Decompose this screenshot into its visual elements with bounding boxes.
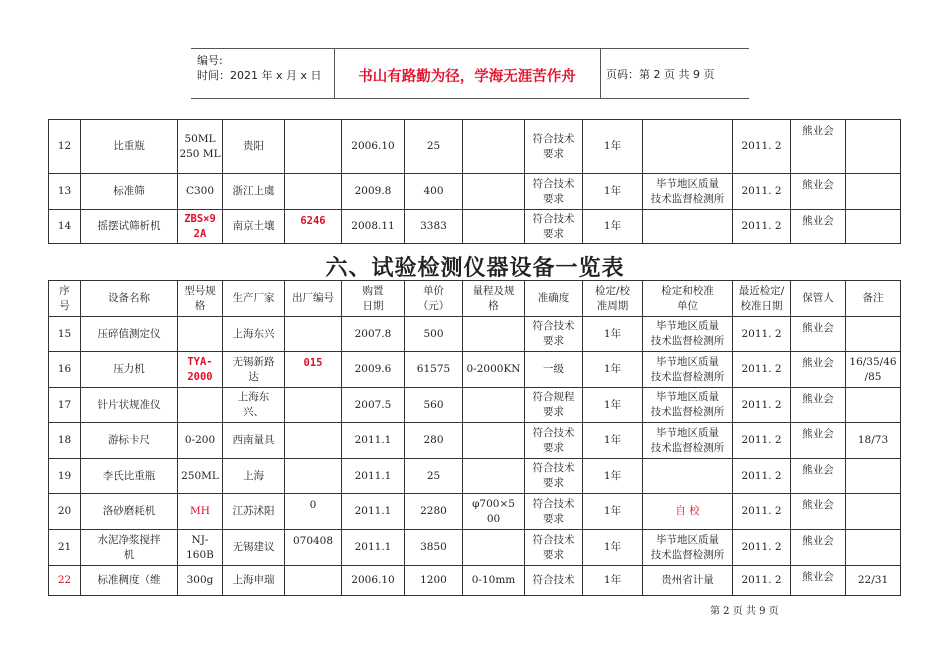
table-row xyxy=(49,459,901,494)
cell-period: 1年 xyxy=(583,352,643,388)
cell-unit xyxy=(643,210,733,244)
cell-period: 1年 xyxy=(583,174,643,210)
cell-range xyxy=(463,459,525,494)
cell-price: 500 xyxy=(405,317,463,352)
cell-keeper: 熊业会 xyxy=(791,317,846,352)
cell-serial: 015 xyxy=(285,352,342,388)
cell-serial xyxy=(285,423,342,459)
cell-keeper: 熊业会 xyxy=(791,423,846,459)
cell-period: 1年 xyxy=(583,317,643,352)
cell-range xyxy=(463,530,525,566)
cell-unit: 毕节地区质量 技术监督检测所 xyxy=(643,352,733,388)
motto-text: 书山有路勤为径，学海无涯苦作舟 xyxy=(358,69,576,85)
cell-date: 2007.5 xyxy=(342,388,405,423)
cell-maker: 上海 xyxy=(223,459,285,494)
cell-unit: 自 校 xyxy=(643,494,733,530)
cell-no: 14 xyxy=(49,210,81,244)
table-header-row xyxy=(49,281,901,317)
page-footer: 第 2 页 共 9 页 xyxy=(710,606,779,617)
cell-period: 1年 xyxy=(583,120,643,174)
cell-note: 16/35/46 /85 xyxy=(846,352,901,388)
cell-model xyxy=(178,388,223,423)
cell-maker: 上海申瑞 xyxy=(223,566,285,596)
cell-name: 水泥净浆搅拌 机 xyxy=(81,530,178,566)
cell-maker: 南京土壤 xyxy=(223,210,285,244)
cell-no: 17 xyxy=(49,388,81,423)
cell-range xyxy=(463,317,525,352)
cell-range xyxy=(463,120,525,174)
cell-date: 2009.6 xyxy=(342,352,405,388)
cell-unit: 毕节地区质量 技术监督检测所 xyxy=(643,530,733,566)
table-row xyxy=(49,174,901,210)
cell-unit xyxy=(643,120,733,174)
table-row xyxy=(49,566,901,596)
table-row xyxy=(49,494,901,530)
cell-date: 2011.1 xyxy=(342,494,405,530)
cell-maker: 无锡新路 达 xyxy=(223,352,285,388)
cell-unit: 毕节地区质量 技术监督检测所 xyxy=(643,317,733,352)
cell-model: C300 xyxy=(178,174,223,210)
cell-name: 洛砂磨耗机 xyxy=(81,494,178,530)
cell-name: 比重瓶 xyxy=(81,120,178,174)
cell-name: 压碎值测定仪 xyxy=(81,317,178,352)
cell-accuracy: 符合技术 要求 xyxy=(525,120,583,174)
table-row xyxy=(49,120,901,174)
document-header xyxy=(191,48,749,99)
cell-last: 2011. 2 xyxy=(733,210,791,244)
cell-maker: 贵阳 xyxy=(223,120,285,174)
cell-range xyxy=(463,388,525,423)
cell-serial: 070408 xyxy=(285,530,342,566)
cell-serial xyxy=(285,388,342,423)
cell-keeper: 熊业会 xyxy=(791,459,846,494)
column-header: 型号规 格 xyxy=(178,281,223,317)
cell-serial xyxy=(285,566,342,596)
cell-range: 0-10mm xyxy=(463,566,525,596)
cell-last: 2011. 2 xyxy=(733,494,791,530)
cell-unit: 毕节地区质量 技术监督检测所 xyxy=(643,388,733,423)
table-row xyxy=(49,530,901,566)
page-info: 页码：第 2 页 共 9 页 xyxy=(606,68,715,81)
cell-note xyxy=(846,120,901,174)
cell-name: 李氏比重瓶 xyxy=(81,459,178,494)
cell-name: 标准稠度（维 xyxy=(81,566,178,596)
cell-price: 25 xyxy=(405,120,463,174)
cell-maker: 浙江上虞 xyxy=(223,174,285,210)
cell-price: 280 xyxy=(405,423,463,459)
cell-model: 250ML xyxy=(178,459,223,494)
cell-model: 50ML 250 ML xyxy=(178,120,223,174)
cell-no: 18 xyxy=(49,423,81,459)
cell-note xyxy=(846,494,901,530)
cell-date: 2011.1 xyxy=(342,530,405,566)
cell-accuracy: 符合技术 要求 xyxy=(525,210,583,244)
cell-date: 2011.1 xyxy=(342,423,405,459)
cell-date: 2009.8 xyxy=(342,174,405,210)
cell-note: 22/31 xyxy=(846,566,901,596)
cell-last: 2011. 2 xyxy=(733,566,791,596)
cell-price: 2280 xyxy=(405,494,463,530)
cell-serial xyxy=(285,459,342,494)
cell-keeper: 熊业会 xyxy=(791,566,846,596)
cell-keeper: 熊业会 xyxy=(791,352,846,388)
cell-maker: 西南量具 xyxy=(223,423,285,459)
doc-code-label: 编号: xyxy=(197,54,223,67)
cell-last: 2011. 2 xyxy=(733,174,791,210)
cell-range: φ700×5 00 xyxy=(463,494,525,530)
cell-no: 15 xyxy=(49,317,81,352)
cell-no: 20 xyxy=(49,494,81,530)
column-header: 检定/校 准周期 xyxy=(583,281,643,317)
cell-last: 2011. 2 xyxy=(733,530,791,566)
cell-accuracy: 符合技术 要求 xyxy=(525,494,583,530)
column-header: 单价 （元） xyxy=(405,281,463,317)
cell-accuracy: 符合技术 要求 xyxy=(525,174,583,210)
cell-model: ZBS×9 2A xyxy=(178,210,223,244)
column-header: 最近检定/ 校准日期 xyxy=(733,281,791,317)
cell-keeper: 熊业会 xyxy=(791,120,846,174)
cell-no: 19 xyxy=(49,459,81,494)
cell-name: 游标卡尺 xyxy=(81,423,178,459)
cell-last: 2011. 2 xyxy=(733,352,791,388)
cell-period: 1年 xyxy=(583,566,643,596)
cell-serial xyxy=(285,120,342,174)
cell-range xyxy=(463,210,525,244)
cell-maker: 无锡建议 xyxy=(223,530,285,566)
column-header: 生产厂家 xyxy=(223,281,285,317)
cell-last: 2011. 2 xyxy=(733,388,791,423)
cell-model xyxy=(178,317,223,352)
cell-date: 2011.1 xyxy=(342,459,405,494)
cell-model: MH xyxy=(178,494,223,530)
cell-period: 1年 xyxy=(583,388,643,423)
cell-accuracy: 一级 xyxy=(525,352,583,388)
cell-name: 摇摆试筛析机 xyxy=(81,210,178,244)
cell-unit: 毕节地区质量 技术监督检测所 xyxy=(643,174,733,210)
equipment-table-continued xyxy=(48,119,901,244)
table-row xyxy=(49,210,901,244)
column-header: 出厂编号 xyxy=(285,281,342,317)
column-header: 购置 日期 xyxy=(342,281,405,317)
cell-price: 25 xyxy=(405,459,463,494)
table-row xyxy=(49,388,901,423)
column-header: 检定和校准 单位 xyxy=(643,281,733,317)
cell-price: 1200 xyxy=(405,566,463,596)
table-row xyxy=(49,317,901,352)
cell-date: 2008.11 xyxy=(342,210,405,244)
cell-serial: 0 xyxy=(285,494,342,530)
cell-accuracy: 符合技术 要求 xyxy=(525,423,583,459)
section-title: 六、试验检测仪器设备一览表 xyxy=(325,256,625,281)
cell-period: 1年 xyxy=(583,210,643,244)
cell-keeper: 熊业会 xyxy=(791,494,846,530)
cell-no: 12 xyxy=(49,120,81,174)
cell-unit: 贵州省计量 xyxy=(643,566,733,596)
cell-serial xyxy=(285,317,342,352)
cell-model: NJ- 160B xyxy=(178,530,223,566)
cell-date: 2007.8 xyxy=(342,317,405,352)
cell-no: 13 xyxy=(49,174,81,210)
cell-model: TYA- 2000 xyxy=(178,352,223,388)
cell-model: 300g xyxy=(178,566,223,596)
header-divider xyxy=(600,49,601,98)
column-header: 保管人 xyxy=(791,281,846,317)
cell-period: 1年 xyxy=(583,494,643,530)
cell-keeper: 熊业会 xyxy=(791,388,846,423)
cell-last: 2011. 2 xyxy=(733,120,791,174)
cell-serial: 6246 xyxy=(285,210,342,244)
cell-period: 1年 xyxy=(583,530,643,566)
cell-accuracy: 符合技术 要求 xyxy=(525,459,583,494)
cell-keeper: 熊业会 xyxy=(791,174,846,210)
table-row xyxy=(49,352,901,388)
cell-accuracy: 符合技术 要求 xyxy=(525,530,583,566)
cell-accuracy: 符合规程 要求 xyxy=(525,388,583,423)
cell-accuracy: 符合技术 xyxy=(525,566,583,596)
cell-price: 400 xyxy=(405,174,463,210)
doc-time-label: 时间：2021 年 x 月 x 日 xyxy=(197,69,322,82)
cell-note xyxy=(846,388,901,423)
column-header: 设备名称 xyxy=(81,281,178,317)
cell-period: 1年 xyxy=(583,423,643,459)
cell-last: 2011. 2 xyxy=(733,459,791,494)
cell-price: 3383 xyxy=(405,210,463,244)
cell-name: 压力机 xyxy=(81,352,178,388)
cell-note xyxy=(846,459,901,494)
cell-period: 1年 xyxy=(583,459,643,494)
column-header: 序 号 xyxy=(49,281,81,317)
cell-keeper: 熊业会 xyxy=(791,530,846,566)
cell-maker: 上海东兴 xyxy=(223,317,285,352)
cell-range xyxy=(463,423,525,459)
cell-no: 16 xyxy=(49,352,81,388)
cell-note xyxy=(846,210,901,244)
cell-note xyxy=(846,317,901,352)
cell-model: 0-200 xyxy=(178,423,223,459)
cell-date: 2006.10 xyxy=(342,566,405,596)
cell-price: 560 xyxy=(405,388,463,423)
column-header: 量程及规 格 xyxy=(463,281,525,317)
column-header: 备注 xyxy=(846,281,901,317)
cell-serial xyxy=(285,174,342,210)
cell-name: 针片状规准仪 xyxy=(81,388,178,423)
cell-keeper: 熊业会 xyxy=(791,210,846,244)
cell-last: 2011. 2 xyxy=(733,317,791,352)
cell-price: 61575 xyxy=(405,352,463,388)
cell-maker: 上海东 兴、 xyxy=(223,388,285,423)
cell-no: 22 xyxy=(49,566,81,596)
cell-accuracy: 符合技术 要求 xyxy=(525,317,583,352)
cell-note xyxy=(846,174,901,210)
table-row xyxy=(49,423,901,459)
cell-no: 21 xyxy=(49,530,81,566)
cell-date: 2006.10 xyxy=(342,120,405,174)
cell-note xyxy=(846,530,901,566)
cell-range: 0-2000KN xyxy=(463,352,525,388)
cell-last: 2011. 2 xyxy=(733,423,791,459)
cell-price: 3850 xyxy=(405,530,463,566)
cell-range xyxy=(463,174,525,210)
equipment-table xyxy=(48,280,901,596)
cell-maker: 江苏沭阳 xyxy=(223,494,285,530)
cell-note: 18/73 xyxy=(846,423,901,459)
cell-unit: 毕节地区质量 技术监督检测所 xyxy=(643,423,733,459)
cell-name: 标准筛 xyxy=(81,174,178,210)
cell-unit xyxy=(643,459,733,494)
column-header: 准确度 xyxy=(525,281,583,317)
